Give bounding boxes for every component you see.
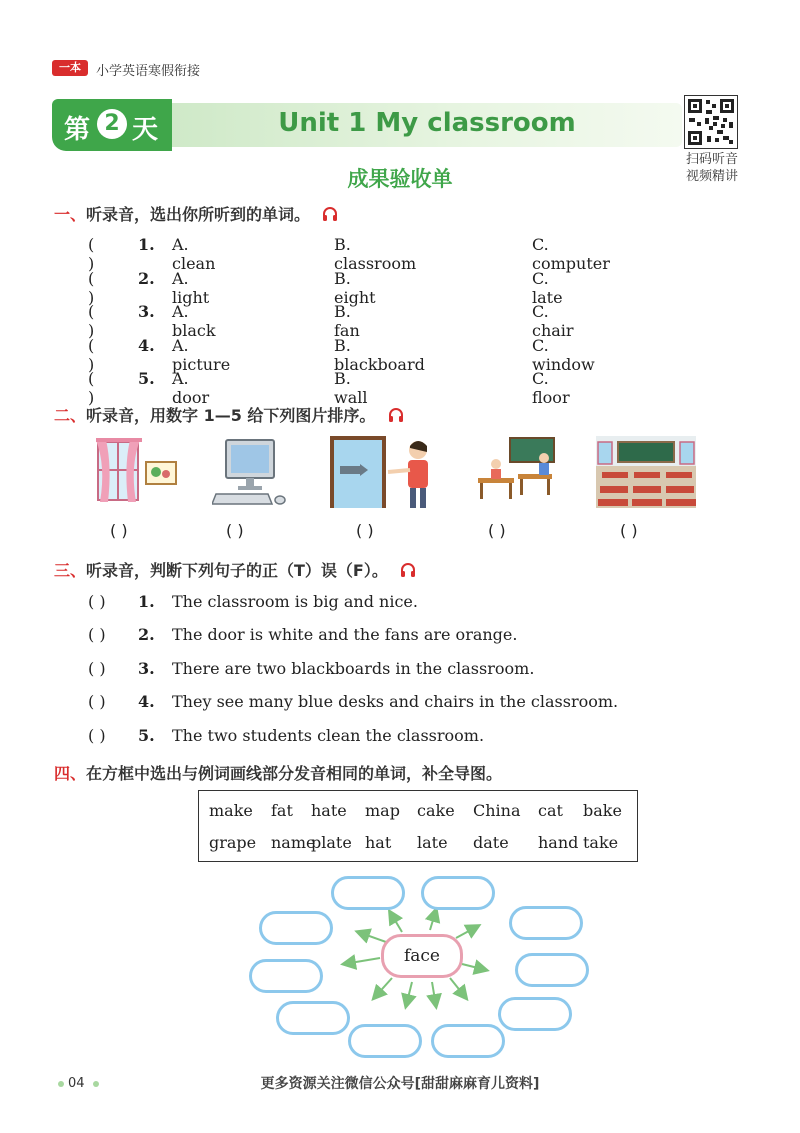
question-number: 5.	[138, 726, 155, 745]
section1-instruction: 听录音，选出你所听到的单词。	[86, 205, 311, 224]
day-number: 2	[97, 109, 127, 139]
question-number: 2.	[138, 625, 155, 644]
question-number: 4.	[138, 692, 155, 711]
statement-text: The classroom is big and nice.	[172, 592, 418, 611]
question-number: 2.	[138, 269, 155, 288]
option-c: C. window	[532, 336, 595, 374]
section1-number: 一、	[54, 205, 87, 224]
series-title: 小学英语寒假衔接	[96, 64, 201, 79]
statement-text: The door is white and the fans are orange.	[172, 625, 518, 644]
page-number: 04	[68, 1076, 85, 1091]
word-option[interactable]: cake	[417, 801, 455, 820]
day-prefix: 第	[64, 115, 91, 145]
option-b: B. blackboard	[334, 336, 425, 374]
section3-number: 三、	[54, 561, 87, 580]
picture-answer-paren[interactable]: ( )	[620, 521, 638, 540]
option-b: B. eight	[334, 269, 376, 307]
classroom-picture	[596, 436, 696, 508]
option-c: C. late	[532, 269, 563, 307]
day-badge	[52, 99, 172, 151]
option-c: C. chair	[532, 302, 574, 340]
section2-heading	[54, 403, 405, 428]
section4-number: 四、	[54, 764, 87, 783]
brand-logo: 一本	[52, 60, 88, 76]
section3-instruction: 听录音，判断下列句子的正（T）误（F）。	[86, 561, 388, 580]
mindmap-blank[interactable]	[498, 997, 572, 1031]
word-option[interactable]: late	[417, 833, 448, 852]
answer-paren[interactable]: ( )	[88, 625, 106, 644]
picture-answer-paren[interactable]: ( )	[488, 521, 506, 540]
footer-note: 更多资源关注微信公众号[甜甜麻麻育儿资料]	[260, 1076, 540, 1092]
qr-label-line2: 视频精讲	[685, 169, 738, 184]
word-option[interactable]: bake	[583, 801, 622, 820]
option-a: A. door	[172, 369, 210, 407]
mindmap-blank[interactable]	[515, 953, 589, 987]
option-b: B. wall	[334, 369, 368, 407]
word-option[interactable]: China	[473, 801, 521, 820]
word-option[interactable]: name	[271, 833, 316, 852]
option-c: C. computer	[532, 235, 610, 273]
receipt-title: 成果验收单	[347, 167, 453, 191]
statement-text: There are two blackboards in the classroom.	[172, 659, 535, 678]
word-box	[198, 790, 638, 862]
answer-paren[interactable]: ( )	[88, 369, 95, 407]
question-number: 5.	[138, 369, 155, 388]
section2-number: 二、	[54, 406, 87, 425]
question-number: 3.	[138, 659, 155, 678]
option-b: B. fan	[334, 302, 360, 340]
section2-instruction: 听录音，用数字 1—5 给下列图片排序。	[86, 406, 376, 425]
question-number: 3.	[138, 302, 155, 321]
cleaning-picture	[476, 436, 556, 508]
headphones-icon[interactable]	[321, 205, 339, 227]
mindmap-blank[interactable]	[431, 1024, 505, 1058]
word-option[interactable]: cat	[538, 801, 563, 820]
mindmap-center-word: face	[381, 934, 463, 978]
mindmap-blank[interactable]	[249, 959, 323, 993]
mindmap-blank[interactable]	[259, 911, 333, 945]
word-option[interactable]: take	[583, 833, 619, 852]
option-a: A. light	[172, 269, 210, 307]
answer-paren[interactable]: ( )	[88, 592, 106, 611]
answer-paren[interactable]: ( )	[88, 235, 95, 273]
window-picture	[96, 436, 180, 508]
option-a: A. picture	[172, 336, 231, 374]
unit-title: Unit 1 My classroom	[278, 108, 576, 138]
option-a: A. clean	[172, 235, 216, 273]
headphones-icon[interactable]	[387, 406, 405, 428]
question-number: 4.	[138, 336, 155, 355]
answer-paren[interactable]: ( )	[88, 269, 95, 307]
picture-answer-paren[interactable]: ( )	[110, 521, 128, 540]
headphones-icon[interactable]	[399, 561, 417, 583]
option-c: C. floor	[532, 369, 570, 407]
answer-paren[interactable]: ( )	[88, 726, 106, 745]
section3-heading	[54, 558, 417, 583]
word-option[interactable]: hat	[365, 833, 392, 852]
word-option[interactable]: hand	[538, 833, 579, 852]
word-option[interactable]: fat	[271, 801, 293, 820]
word-option[interactable]: date	[473, 833, 509, 852]
door-picture	[330, 436, 438, 508]
picture-answer-paren[interactable]: ( )	[356, 521, 374, 540]
mindmap-blank[interactable]	[509, 906, 583, 940]
answer-paren[interactable]: ( )	[88, 336, 95, 374]
question-number: 1.	[138, 592, 155, 611]
qr-label-line1: 扫码听音	[685, 152, 738, 167]
answer-paren[interactable]: ( )	[88, 302, 95, 340]
mindmap-blank[interactable]	[348, 1024, 422, 1058]
option-b: B. classroom	[334, 235, 417, 273]
mindmap-blank[interactable]	[276, 1001, 350, 1035]
question-number: 1.	[138, 235, 155, 254]
option-a: A. black	[172, 302, 216, 340]
word-option[interactable]: plate	[311, 833, 352, 852]
computer-picture	[212, 436, 288, 508]
qr-code-icon[interactable]	[684, 95, 738, 149]
statement-text: They see many blue desks and chairs in the classroom.	[172, 692, 619, 711]
statement-text: The two students clean the classroom.	[172, 726, 485, 745]
mindmap-blank[interactable]	[421, 876, 495, 910]
section4-instruction: 在方框中选出与例词画线部分发音相同的单词，补全导图。	[86, 764, 503, 783]
section4-heading	[54, 761, 502, 784]
mindmap-blank[interactable]	[331, 876, 405, 910]
word-option[interactable]: hate	[311, 801, 347, 820]
section1-heading	[54, 202, 339, 227]
day-suffix: 天	[132, 115, 159, 145]
word-option[interactable]: make	[209, 801, 253, 820]
word-option[interactable]: grape	[209, 833, 257, 852]
picture-answer-paren[interactable]: ( )	[226, 521, 244, 540]
answer-paren[interactable]: ( )	[88, 659, 106, 678]
word-option[interactable]: map	[365, 801, 400, 820]
answer-paren[interactable]: ( )	[88, 692, 106, 711]
